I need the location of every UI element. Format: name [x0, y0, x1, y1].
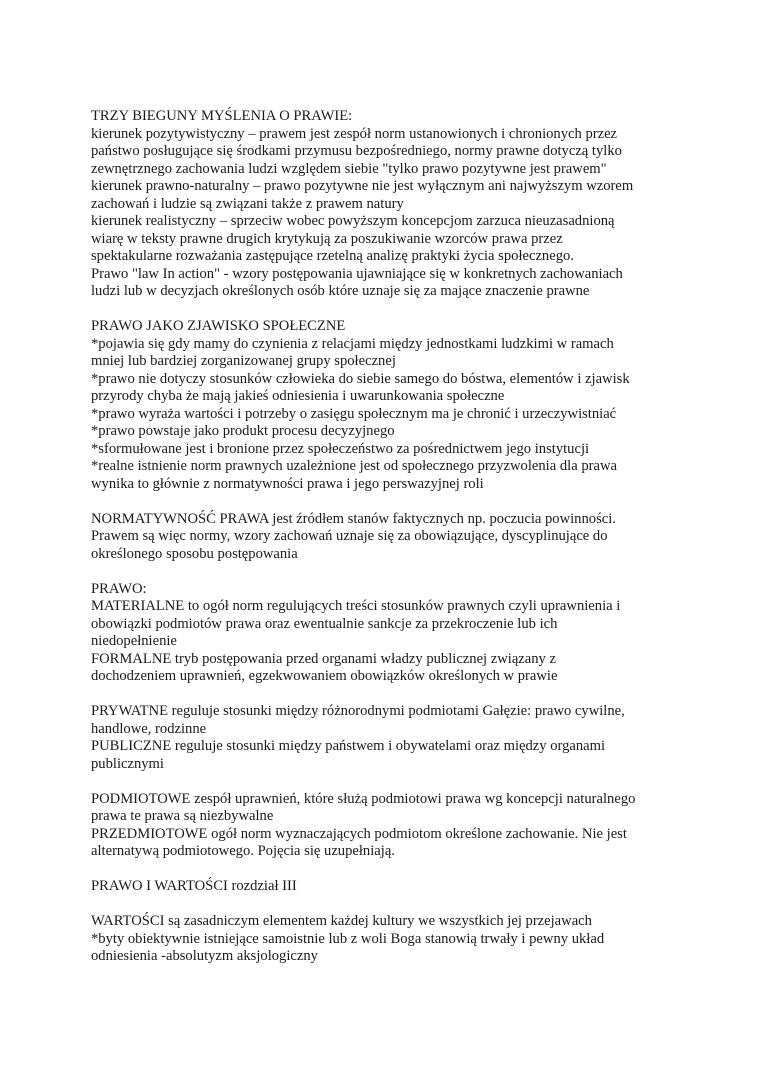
- text-line: NORMATYWNOŚĆ PRAWA jest źródłem stanów faktycznych np. poczucia powinności.: [91, 510, 616, 527]
- text-line: wiarę w teksty prawne drugich krytykują za poszukiwanie wzorców prawa przez: [91, 230, 563, 247]
- text-line: zachowań i ludzie są związani także z prawem natury: [91, 195, 404, 212]
- text-line: PODMIOTOWE zespół uprawnień, które służą podmiotowi prawa wg koncepcji naturalnego: [91, 790, 636, 807]
- paragraph-spacer: [91, 861, 681, 879]
- text-line: *sformułowane jest i bronione przez społeczeństwo za pośrednictwem jego instytucji: [91, 440, 590, 457]
- text-line: handlowe, rodzinne: [91, 720, 207, 737]
- text-line: wynika to głównie z normatywności prawa i jego perswazyjnej roli: [91, 475, 484, 492]
- section-prawo-jako-zjawisko: [91, 318, 681, 493]
- document-page: [91, 108, 681, 966]
- section-wartosci: [91, 913, 681, 966]
- paragraph-spacer: [91, 773, 681, 791]
- text-line: zewnętrznego zachowania ludzi względem siebie "tylko prawo pozytywne jest prawem": [91, 160, 607, 177]
- paragraph-spacer: [91, 493, 681, 511]
- section-prawo-i-wartosci: [91, 878, 681, 896]
- text-line: FORMALNE tryb postępowania przed organami władzy publicznej związany z: [91, 650, 556, 667]
- text-line: przyrody chyba że mają jakieś odniesienia i uwarunkowania społeczne: [91, 388, 505, 404]
- text-line: prawa te prawa są niezbywalne: [91, 808, 274, 824]
- text-line: *prawo nie dotyczy stosunków człowieka do siebie samego do bóstwa, elementów i zjawisk: [91, 370, 630, 387]
- text-line: kierunek prawno-naturalny – prawo pozytywne nie jest wyłącznym ani najwyższym wzorem: [91, 178, 634, 194]
- section-normatywnosc: [91, 511, 681, 564]
- text-line: PRAWO I WARTOŚCI rozdział III: [91, 878, 297, 894]
- text-line: mniej lub bardziej zorganizowanej grupy społecznej: [91, 353, 396, 369]
- text-line: *prawo powstaje jako produkt procesu decyzyjnego: [91, 423, 395, 439]
- text-line: niedopełnienie: [91, 633, 177, 649]
- text-line: ludzi lub w decyzjach określonych osób które uznaje się za mające znaczenie prawne: [91, 283, 590, 299]
- text-line: *prawo wyraża wartości i potrzeby o zasięgu społecznym ma je chronić i urzeczywistniać: [91, 405, 617, 422]
- text-line: PRAWO JAKO ZJAWISKO SPOŁECZNE: [91, 318, 346, 334]
- text-line: PRZEDMIOTOWE ogół norm wyznaczających podmiotom określone zachowanie. Nie jest: [91, 825, 627, 842]
- text-line: PUBLICZNE reguluje stosunki między państwem i obywatelami oraz między organami: [91, 738, 606, 754]
- text-line: określonego sposobu postępowania: [91, 545, 298, 562]
- text-line: *pojawia się gdy mamy do czynienia z relacjami między jednostkami ludzkimi w ramach: [91, 335, 614, 352]
- paragraph-spacer: [91, 686, 681, 704]
- text-line: spektakularne rozważania zastępujące rzetelną analizę praktyki życia społecznego.: [91, 248, 574, 264]
- text-line: *realne istnienie norm prawnych uzależnione jest od społecznego przyzwolenia dla prawa: [91, 458, 617, 474]
- text-line: obowiązki podmiotów prawa oraz ewentualnie sankcje za przekroczenie lub ich: [91, 615, 558, 632]
- text-line: alternatywą podmiotowego. Pojęcia się uzupełniają.: [91, 843, 395, 859]
- text-line: państwo posługujące się środkami przymusu bezpośredniego, normy prawne dotyczą tylko: [91, 143, 622, 159]
- text-line: PRAWO:: [91, 580, 147, 597]
- paragraph-spacer: [91, 563, 681, 581]
- section-prywatne-publiczne: [91, 703, 681, 773]
- text-line: odniesienia -absolutyzm aksjologiczny: [91, 948, 318, 964]
- text-line: Prawem są więc normy, wzory zachowań uznaje się za obowiązujące, dyscyplinujące do: [91, 528, 608, 544]
- text-line: publicznymi: [91, 755, 164, 772]
- section-trzy-bieguny: [91, 108, 681, 301]
- text-line: kierunek realistyczny – sprzeciw wobec powyższym koncepcjom zarzuca nieuzasadnioną: [91, 213, 615, 229]
- text-line: kierunek pozytywistyczny – prawem jest zespół norm ustanowionych i chronionych przez: [91, 125, 618, 142]
- paragraph-spacer: [91, 301, 681, 319]
- text-line: dochodzeniem uprawnień, egzekwowaniem obowiązków określonych w prawie: [91, 668, 558, 684]
- text-line: MATERIALNE to ogół norm regulujących treści stosunków prawnych czyli uprawnienia i: [91, 598, 621, 614]
- text-line: PRYWATNE reguluje stosunki między różnorodnymi podmiotami Gałęzie: prawo cywilne,: [91, 703, 625, 719]
- section-prawo-materialne-formalne: [91, 581, 681, 686]
- text-line: Prawo "law In action" - wzory postępowania ujawniające się w konkretnych zachowaniach: [91, 265, 623, 282]
- section-podmiotowe-przedmiotowe: [91, 791, 681, 861]
- text-line: *byty obiektywnie istniejące samoistnie lub z woli Boga stanowią trwały i pewny układ: [91, 930, 605, 947]
- text-line: TRZY BIEGUNY MYŚLENIA O PRAWIE:: [91, 108, 353, 124]
- text-line: WARTOŚCI są zasadniczym elementem każdej kultury we wszystkich jej przejawach: [91, 913, 592, 929]
- paragraph-spacer: [91, 896, 681, 914]
